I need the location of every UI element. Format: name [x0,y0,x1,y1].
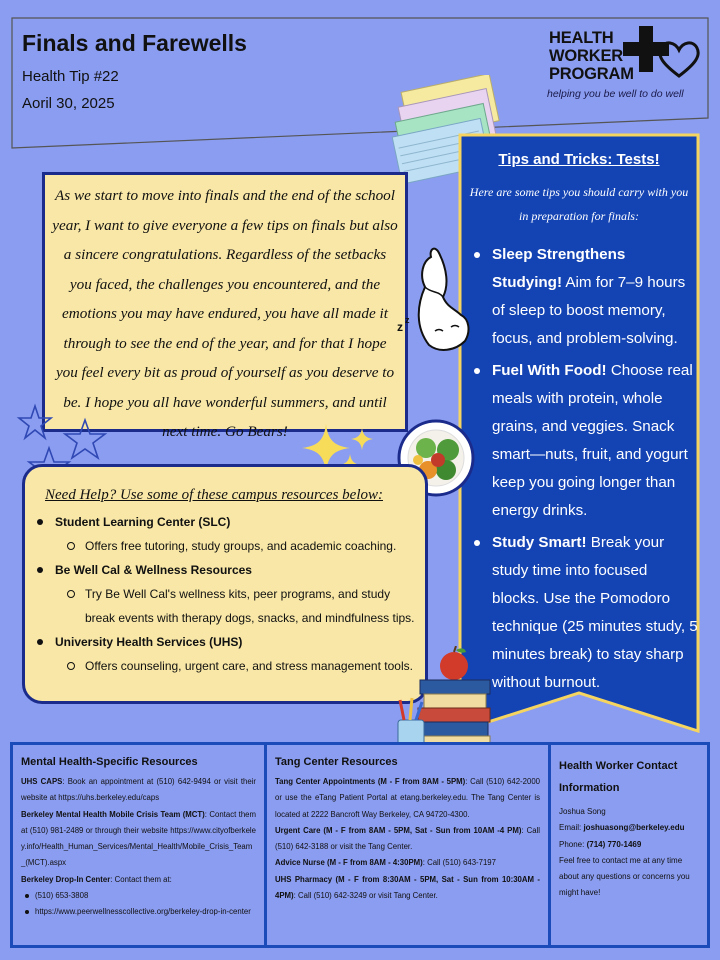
mental-health-text [21,774,256,888]
caps-label: UHS CAPS [21,777,63,786]
help-item [45,630,415,678]
contact-email[interactable]: joshuasong@berkeley.edu [583,823,685,833]
dropin-label: Berkeley Drop-In Center [21,874,111,884]
help-item-detail: Try Be Well Cal's wellness kits, peer programs, and study break events with therapy dogs, snacks, and mindfulness tips. [85,582,415,630]
help-resources-box [22,464,428,704]
tang-center-text [275,774,540,904]
svg-text:z: z [397,320,403,334]
tang-center-title: Tang Center Resources [275,756,398,768]
tang-center-column [264,745,548,945]
appointments-text: : Call (510) 642-2000 or use the eTang Patient Portal at etang.berkeley.edu. The Tang Center is located at 2222 Bancroft Way Berkeley, CA 94720-4300. [275,777,540,819]
help-item-name: University Health Services (UHS) [55,635,243,649]
appointments-label: Tang Center Appointments (M - F from 8AM - 5PM) [275,777,466,786]
contact-title: Health Worker Contact Information [559,760,678,794]
help-item-detail: Offers free tutoring, study groups, and academic coaching. [85,534,415,558]
tip-number: Health Tip #22 [22,68,119,85]
help-title: Need Help? Use some of these campus resources below: [45,487,383,503]
help-item-name: Student Learning Center (SLC) [55,515,231,529]
logo-line-1: HEALTH [549,29,614,47]
pharmacy-label: UHS Pharmacy (M - F from 8:30AM - 5PM, Sat - Sun from 10:30AM - 4PM) [275,874,540,901]
help-list [45,510,415,678]
contact-note: Feel free to contact me at any time about any questions or concerns you might have! [559,855,690,898]
intro-message: As we start to move into finals and the end of the school year, I want to give everyone a few tips on finals but also a sincere congratulations. Regardless of the setbacks you faced, the challenges you encountered, and the emotions you may have endured, you have all made it through to see the end of the year, and for that I hope you feel every bit as proud of yourself as you deserve to be. I hope you all have wonderful summers, and until next time. Go Bears! [42,172,408,432]
logo-line-3: PROGRAM [549,65,634,83]
contact-text [559,804,699,902]
dropin-text: : Contact them at: [110,874,172,884]
help-item [45,558,415,630]
tip-item [472,241,698,353]
tip-heading: Sleep Strengthens Studying! [492,246,626,291]
tips-panel [458,133,700,733]
pharmacy-text: : Call (510) 642-3249 or visit Tang Center. [293,891,438,901]
contact-name: Joshua Song [559,807,606,816]
health-worker-program-logo [545,24,705,104]
mental-health-title: Mental Health-Specific Resources [21,756,198,768]
urgent-care-text: : Call (510) 642-3188 or visit the Tang Center. [275,825,540,852]
bottom-resources [10,742,710,948]
issue-date: Aoril 30, 2025 [22,95,115,112]
dropin-phone: (510) 653-3808 [35,888,256,904]
help-item-name: Be Well Cal & Wellness Resources [55,563,252,577]
tip-text: Aim for 7–9 hours of sleep to boost memory, focus, and problem-solving. [492,274,686,347]
phone-label: Phone: [559,839,587,849]
svg-text:z: z [405,315,410,325]
logo-line-2: WORKER [549,47,623,65]
logo-tagline: helping you be well to do well [547,88,684,100]
mental-health-column [13,745,264,945]
tip-heading: Study Smart! [492,534,587,551]
tips-title: Tips and Tricks: Tests! [498,151,660,168]
help-item-detail: Offers counseling, urgent care, and stress management tools. [85,654,415,678]
tip-text: Choose real meals with protein, whole grains, and veggies. Snack smart—nuts, fruit, and yogurt keep you going longer than energy drinks. [492,362,693,519]
sleeping-cat-icon [395,245,475,360]
mct-text: : Contact them at (510) 981-2489 or through their website https://www.cityofberkeley.info/Health_Human_Services/Mental_Health/Mobile_Crisis_Team_(MCT).aspx [21,809,257,868]
caps-text: : Book an appointment at (510) 642-9494 or visit their website at https://uhs.berkeley.edu/caps [21,777,256,803]
advice-nurse-label: Advice Nurse (M - F from 8AM - 4:30PM) [275,858,423,868]
dropin-link[interactable]: https://www.peerwellnesscollective.org/berkeley-drop-in-center [35,904,256,920]
tip-item [472,357,698,525]
tip-text: Break your study time into focused blocks. Use the Pomodoro technique (25 minutes study, 5 minutes break) to stay sharp without burnout. [492,534,698,691]
tips-intro: Here are some tips you should carry with you in preparation for finals: [469,185,689,223]
mct-label: Berkeley Mental Health Mobile Crisis Team (MCT) [21,809,205,819]
tip-item [472,529,698,697]
email-label: Email: [559,823,584,833]
advice-nurse-text: : Call (510) 643-7197 [422,858,496,868]
tip-heading: Fuel With Food! [492,362,607,379]
urgent-care-label: Urgent Care (M - F from 8AM - 5PM, Sat - Sun from 10AM -4 PM) [275,825,522,835]
page-title: Finals and Farewells [22,30,247,56]
contact-column [548,745,707,945]
tips-list [472,241,698,701]
help-item [45,510,415,558]
cross-heart-icon [621,24,701,86]
contact-phone: (714) 770-1469 [586,839,642,849]
dropin-list [21,888,256,921]
